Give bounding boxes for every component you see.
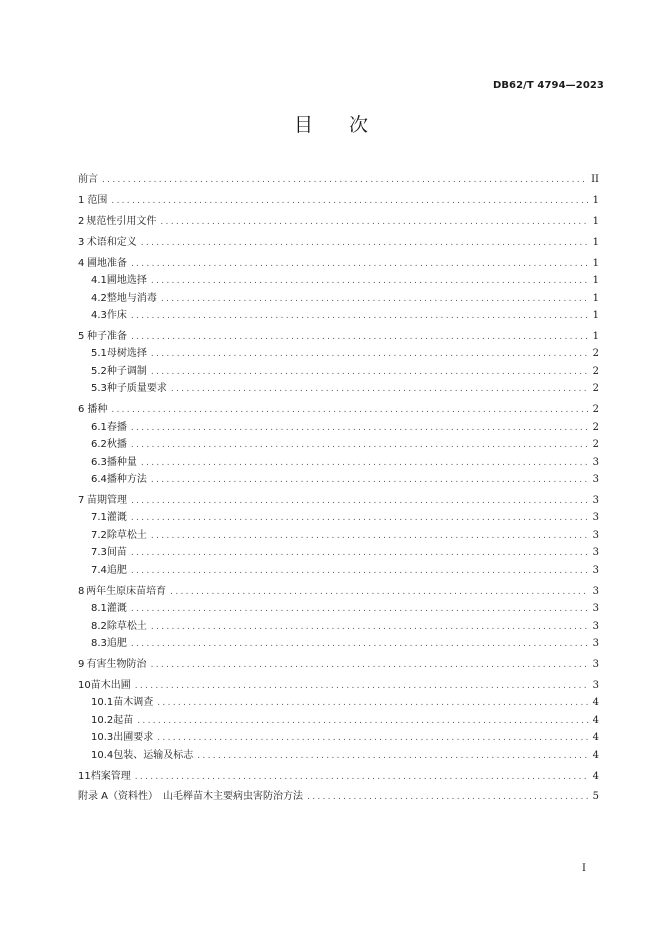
toc-entry-page: 3 bbox=[592, 547, 599, 559]
toc-entry-number: 6.1 bbox=[91, 421, 107, 433]
toc-leader-dots bbox=[151, 619, 589, 636]
toc-entry-title: 整地与消毒 bbox=[106, 292, 157, 304]
toc-entry-title: 播种方法 bbox=[106, 474, 147, 485]
toc-entry-page: 3 bbox=[592, 474, 599, 485]
toc-entry-number: 6.2 bbox=[91, 439, 107, 451]
toc-entry-page: 3 bbox=[592, 529, 599, 541]
toc-entry-number: 8 bbox=[78, 585, 85, 597]
toc-leader-dots bbox=[135, 678, 589, 695]
toc-entry-number: 10.2 bbox=[91, 714, 114, 726]
toc-entry-number: 8.2 bbox=[91, 620, 107, 632]
toc-entry[interactable] bbox=[78, 618, 599, 635]
toc-entry-page: 3 bbox=[592, 637, 599, 649]
toc-entry-number: 8.1 bbox=[91, 603, 107, 615]
toc-entry[interactable] bbox=[78, 656, 599, 673]
toc-entry[interactable] bbox=[78, 635, 599, 652]
toc-entry-page: 1 bbox=[592, 292, 599, 304]
toc-leader-dots bbox=[197, 748, 588, 765]
toc-leader-dots bbox=[131, 563, 589, 580]
toc-entry-page: 3 bbox=[592, 512, 599, 524]
toc-entry-page: 3 bbox=[592, 603, 599, 615]
toc-entry-page: 4 bbox=[592, 749, 599, 761]
toc-leader-dots bbox=[151, 273, 589, 290]
toc-entry[interactable] bbox=[78, 677, 599, 694]
toc-entry-title: 规范性引用文件 bbox=[86, 215, 157, 227]
toc-entry[interactable] bbox=[78, 747, 599, 764]
toc-leader-dots bbox=[137, 713, 588, 730]
toc-entry[interactable] bbox=[78, 712, 599, 729]
toc-entry-page: 3 bbox=[592, 456, 599, 468]
toc-entry-number: 7.4 bbox=[91, 564, 107, 576]
toc-leader-dots bbox=[135, 769, 589, 786]
toc-entry-title: 苗木出圃 bbox=[90, 679, 131, 691]
toc-entry-title: 追肥 bbox=[106, 637, 127, 649]
toc-entry[interactable] bbox=[78, 788, 599, 805]
toc-entry[interactable] bbox=[78, 544, 599, 561]
table-of-contents bbox=[78, 171, 599, 806]
toc-entry[interactable] bbox=[78, 454, 599, 471]
toc-entry[interactable] bbox=[78, 255, 599, 272]
toc-entry-number: 5.1 bbox=[91, 348, 107, 360]
toc-entry-number: 3 bbox=[78, 236, 85, 248]
toc-entry-title: 除草松土 bbox=[106, 529, 147, 541]
toc-leader-dots bbox=[131, 601, 589, 618]
toc-entry[interactable] bbox=[78, 729, 599, 746]
toc-entry[interactable] bbox=[78, 527, 599, 544]
toc-leader-dots bbox=[131, 493, 589, 510]
toc-entry-title: 出圃要求 bbox=[113, 732, 154, 744]
toc-entry-title: 间苗 bbox=[106, 547, 127, 559]
toc-entry[interactable] bbox=[78, 272, 599, 289]
toc-entry[interactable] bbox=[78, 234, 599, 251]
footer-page-number: I bbox=[582, 863, 586, 874]
toc-entry-page: 2 bbox=[592, 421, 599, 433]
toc-entry-title: 术语和定义 bbox=[86, 236, 137, 248]
toc-entry-title: 母树选择 bbox=[106, 348, 147, 360]
toc-entry-title: 前言 bbox=[78, 174, 98, 185]
toc-leader-dots bbox=[161, 291, 589, 308]
toc-entry-title: 作床 bbox=[106, 310, 127, 322]
toc-leader-dots bbox=[111, 193, 588, 210]
toc-leader-dots bbox=[307, 789, 589, 806]
toc-entry-page: 3 bbox=[592, 564, 599, 576]
toc-entry-number: 10 bbox=[78, 679, 91, 691]
toc-entry[interactable] bbox=[78, 328, 599, 345]
toc-entry-title: 苗木调查 bbox=[113, 697, 154, 709]
toc-leader-dots bbox=[141, 455, 589, 472]
toc-leader-dots bbox=[160, 214, 588, 231]
toc-entry[interactable] bbox=[78, 436, 599, 453]
toc-entry-number: 1 bbox=[78, 194, 85, 206]
toc-entry-title: 圃地选择 bbox=[106, 275, 147, 287]
toc-leader-dots bbox=[151, 346, 589, 363]
toc-entry-page: 1 bbox=[592, 275, 599, 287]
toc-leader-dots bbox=[171, 381, 589, 398]
toc-entry-title: 种子准备 bbox=[86, 331, 127, 342]
toc-leader-dots bbox=[131, 545, 589, 562]
toc-entry[interactable] bbox=[78, 363, 599, 380]
toc-entry-page: 1 bbox=[592, 236, 599, 248]
toc-leader-dots bbox=[131, 437, 589, 454]
toc-entry-page: 5 bbox=[592, 791, 599, 803]
toc-entry-title: 起苗 bbox=[113, 714, 134, 726]
toc-entry-title: 附录 A（资料性） 山毛榉苗木主要病虫害防治方法 bbox=[78, 791, 304, 803]
toc-entry-number: 5.2 bbox=[91, 365, 107, 377]
toc-entry-page: 4 bbox=[592, 732, 599, 744]
toc-entry-title: 范围 bbox=[87, 194, 108, 206]
toc-entry-title: 苗期管理 bbox=[86, 494, 127, 506]
toc-entry-title: 种子质量要求 bbox=[106, 383, 167, 395]
toc-entry-page: 1 bbox=[592, 331, 599, 342]
toc-entry-number: 7.2 bbox=[91, 529, 107, 541]
toc-leader-dots bbox=[157, 730, 588, 747]
toc-entry-page: 2 bbox=[592, 365, 599, 377]
toc-entry-page: 3 bbox=[592, 494, 599, 506]
toc-entry-number: 7 bbox=[78, 494, 85, 506]
toc-leader-dots bbox=[131, 636, 589, 653]
toc-leader-dots bbox=[141, 235, 589, 252]
toc-entry[interactable] bbox=[78, 768, 599, 785]
toc-entry[interactable] bbox=[78, 600, 599, 617]
toc-leader-dots bbox=[151, 364, 589, 381]
toc-entry-number: 5.3 bbox=[91, 383, 107, 395]
toc-entry-title: 档案管理 bbox=[90, 770, 131, 782]
toc-entry-title: 两年生原床苗培育 bbox=[86, 585, 167, 597]
toc-entry[interactable] bbox=[78, 171, 599, 188]
toc-entry-number: 5 bbox=[78, 331, 85, 342]
toc-entry-page: 4 bbox=[592, 770, 599, 782]
toc-leader-dots bbox=[131, 420, 589, 437]
toc-entry-title: 灌溉 bbox=[106, 512, 127, 524]
toc-entry-page: 4 bbox=[592, 714, 599, 726]
toc-entry[interactable] bbox=[78, 419, 599, 436]
toc-leader-dots bbox=[131, 308, 589, 325]
toc-entry-page: 1 bbox=[592, 215, 599, 227]
toc-entry-page: 2 bbox=[592, 383, 599, 395]
toc-entry[interactable] bbox=[78, 345, 599, 362]
toc-entry-title: 种子调制 bbox=[106, 365, 147, 377]
toc-entry-number: 11 bbox=[78, 770, 91, 782]
toc-entry-number: 4 bbox=[78, 257, 85, 269]
toc-entry-title: 秋播 bbox=[106, 439, 127, 451]
toc-leader-dots bbox=[131, 329, 589, 346]
toc-entry-page: 1 bbox=[592, 194, 599, 206]
toc-entry-page: 1 bbox=[592, 257, 599, 269]
toc-leader-dots bbox=[131, 256, 589, 273]
toc-entry-title: 包装、运输及标志 bbox=[113, 749, 194, 761]
page-title: 目次 bbox=[293, 114, 404, 136]
toc-entry-title: 灌溉 bbox=[106, 603, 127, 615]
toc-entry-number: 7.3 bbox=[91, 547, 107, 559]
toc-entry-number: 10.3 bbox=[91, 732, 114, 744]
toc-entry[interactable] bbox=[78, 583, 599, 600]
toc-entry-title: 追肥 bbox=[106, 564, 127, 576]
toc-entry-number: 10.4 bbox=[91, 749, 114, 761]
toc-entry[interactable] bbox=[78, 213, 599, 230]
toc-entry-number: 6.3 bbox=[91, 456, 107, 468]
toc-entry[interactable] bbox=[78, 290, 599, 307]
toc-leader-dots bbox=[131, 510, 589, 527]
toc-entry-number: 2 bbox=[78, 215, 85, 227]
toc-entry-title: 播种量 bbox=[106, 456, 137, 468]
toc-entry-number: 8.3 bbox=[91, 637, 107, 649]
toc-leader-dots bbox=[151, 472, 589, 489]
toc-entry[interactable] bbox=[78, 562, 599, 579]
toc-entry[interactable] bbox=[78, 307, 599, 324]
toc-leader-dots bbox=[102, 172, 587, 189]
toc-entry-page: 3 bbox=[592, 585, 599, 597]
toc-entry-number: 4.2 bbox=[91, 292, 107, 304]
toc-entry[interactable] bbox=[78, 492, 599, 509]
toc-entry-page: 3 bbox=[592, 658, 599, 670]
toc-entry[interactable] bbox=[78, 401, 599, 418]
toc-entry-page: 2 bbox=[592, 439, 599, 451]
toc-entry-number: 6.4 bbox=[91, 474, 107, 485]
toc-leader-dots bbox=[111, 402, 588, 419]
toc-entry-page: 4 bbox=[592, 697, 599, 709]
toc-leader-dots bbox=[151, 657, 589, 674]
toc-entry-title: 圃地准备 bbox=[86, 257, 127, 269]
toc-leader-dots bbox=[151, 528, 589, 545]
toc-entry-page: 1 bbox=[592, 310, 599, 322]
toc-entry-number: 4.1 bbox=[91, 275, 107, 287]
toc-entry-page: II bbox=[591, 174, 599, 185]
toc-entry-title: 春播 bbox=[106, 421, 127, 433]
toc-entry[interactable] bbox=[78, 694, 599, 711]
toc-entry-page: 2 bbox=[592, 404, 599, 416]
toc-entry-title: 除草松土 bbox=[106, 620, 147, 632]
toc-entry-page: 3 bbox=[592, 679, 599, 691]
toc-entry-number: 6 bbox=[78, 404, 85, 416]
toc-entry-number: 7.1 bbox=[91, 512, 107, 524]
toc-entry[interactable] bbox=[78, 380, 599, 397]
toc-entry-page: 2 bbox=[592, 348, 599, 360]
toc-entry-number: 10.1 bbox=[91, 697, 114, 709]
toc-entry-title: 有害生物防治 bbox=[86, 658, 147, 670]
document-code: DB62/T 4794—2023 bbox=[492, 80, 604, 91]
toc-entry[interactable] bbox=[78, 192, 599, 209]
toc-entry[interactable] bbox=[78, 509, 599, 526]
toc-leader-dots bbox=[170, 584, 588, 601]
toc-leader-dots bbox=[157, 695, 588, 712]
toc-entry-title: 播种 bbox=[87, 404, 108, 416]
toc-entry[interactable] bbox=[78, 471, 599, 488]
toc-entry-number: 9 bbox=[78, 658, 85, 670]
toc-entry-number: 4.3 bbox=[91, 310, 107, 322]
toc-entry-page: 3 bbox=[592, 620, 599, 632]
